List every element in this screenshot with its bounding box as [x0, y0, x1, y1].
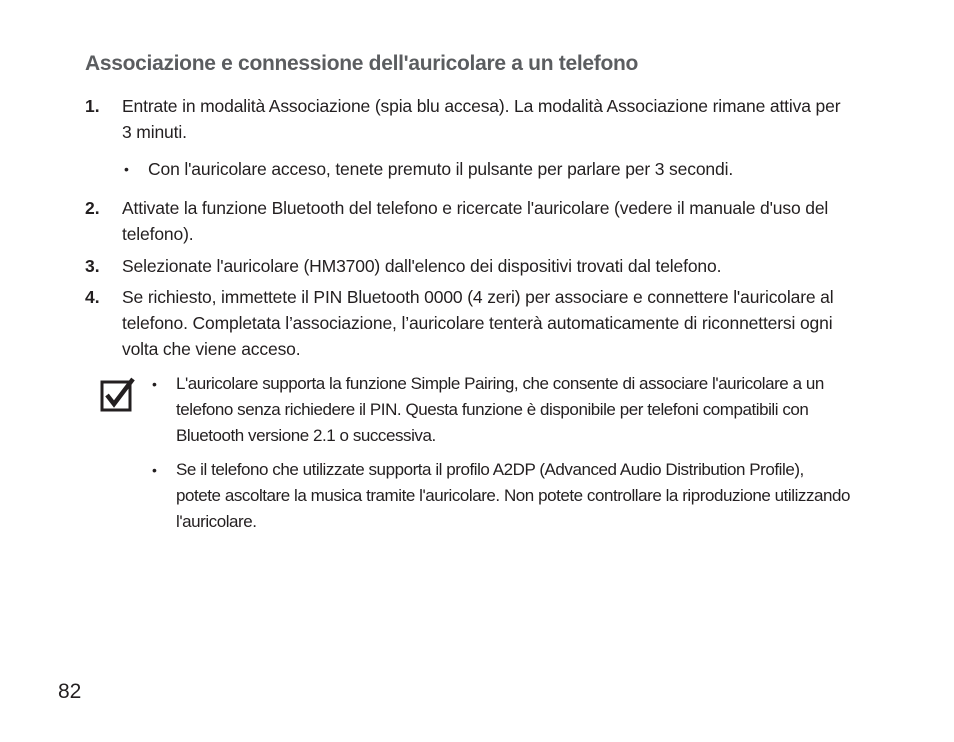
- section-title: Associazione e connessione dell'auricolare a un telefono: [85, 52, 639, 75]
- bullet-text: Con l'auricolare acceso, tenete premuto il pulsante per parlare per 3 secondi.: [148, 159, 734, 179]
- bullet-marker: •: [124, 161, 129, 177]
- step-text: Selezionate l'auricolare (HM3700) dall'elenco dei dispositivi trovati dal telefono.: [122, 256, 722, 276]
- step-number: 4.: [85, 287, 100, 307]
- step-text: Se richiesto, immettete il PIN Bluetooth 0000 (4 zeri) per associare e connettere l'auricolare al telefono. Completata l’associazione, l’auricolare tenterà automaticamente di riconnettersi ogni volta che viene acceso.: [122, 287, 834, 359]
- step-1: [85, 93, 845, 145]
- checkbox-check-icon: [100, 377, 135, 412]
- page-number: 82: [58, 680, 82, 703]
- step-3: [85, 253, 845, 279]
- step-number: 1.: [85, 96, 100, 116]
- bullet-marker: •: [152, 462, 157, 478]
- step-2: [85, 195, 845, 247]
- step-number: 2.: [85, 198, 100, 218]
- note-item-a2dp: [152, 457, 852, 535]
- bullet-marker: •: [152, 376, 157, 392]
- note-text: L'auricolare supporta la funzione Simple Pairing, che consente di associare l'auricolare a un telefono senza richiedere il PIN. Questa funzione è disponibile per telefoni compatibili con Bluetooth versione 2.1 o successiva.: [176, 374, 824, 445]
- note-item-simple-pairing: [152, 371, 852, 449]
- step-4: [85, 284, 845, 362]
- step-1-bullet: [124, 156, 854, 182]
- note-text: Se il telefono che utilizzate supporta il profilo A2DP (Advanced Audio Distribution Profile), potete ascoltare la musica tramite l'auricolare. Non potete controllare la riproduzione utilizzando l'auricolare.: [176, 460, 851, 531]
- step-text: Attivate la funzione Bluetooth del telefono e ricercate l'auricolare (vedere il manuale d'uso del telefono).: [122, 198, 829, 244]
- step-text: Entrate in modalità Associazione (spia blu accesa). La modalità Associazione rimane attiva per 3 minuti.: [122, 96, 841, 142]
- step-number: 3.: [85, 256, 100, 276]
